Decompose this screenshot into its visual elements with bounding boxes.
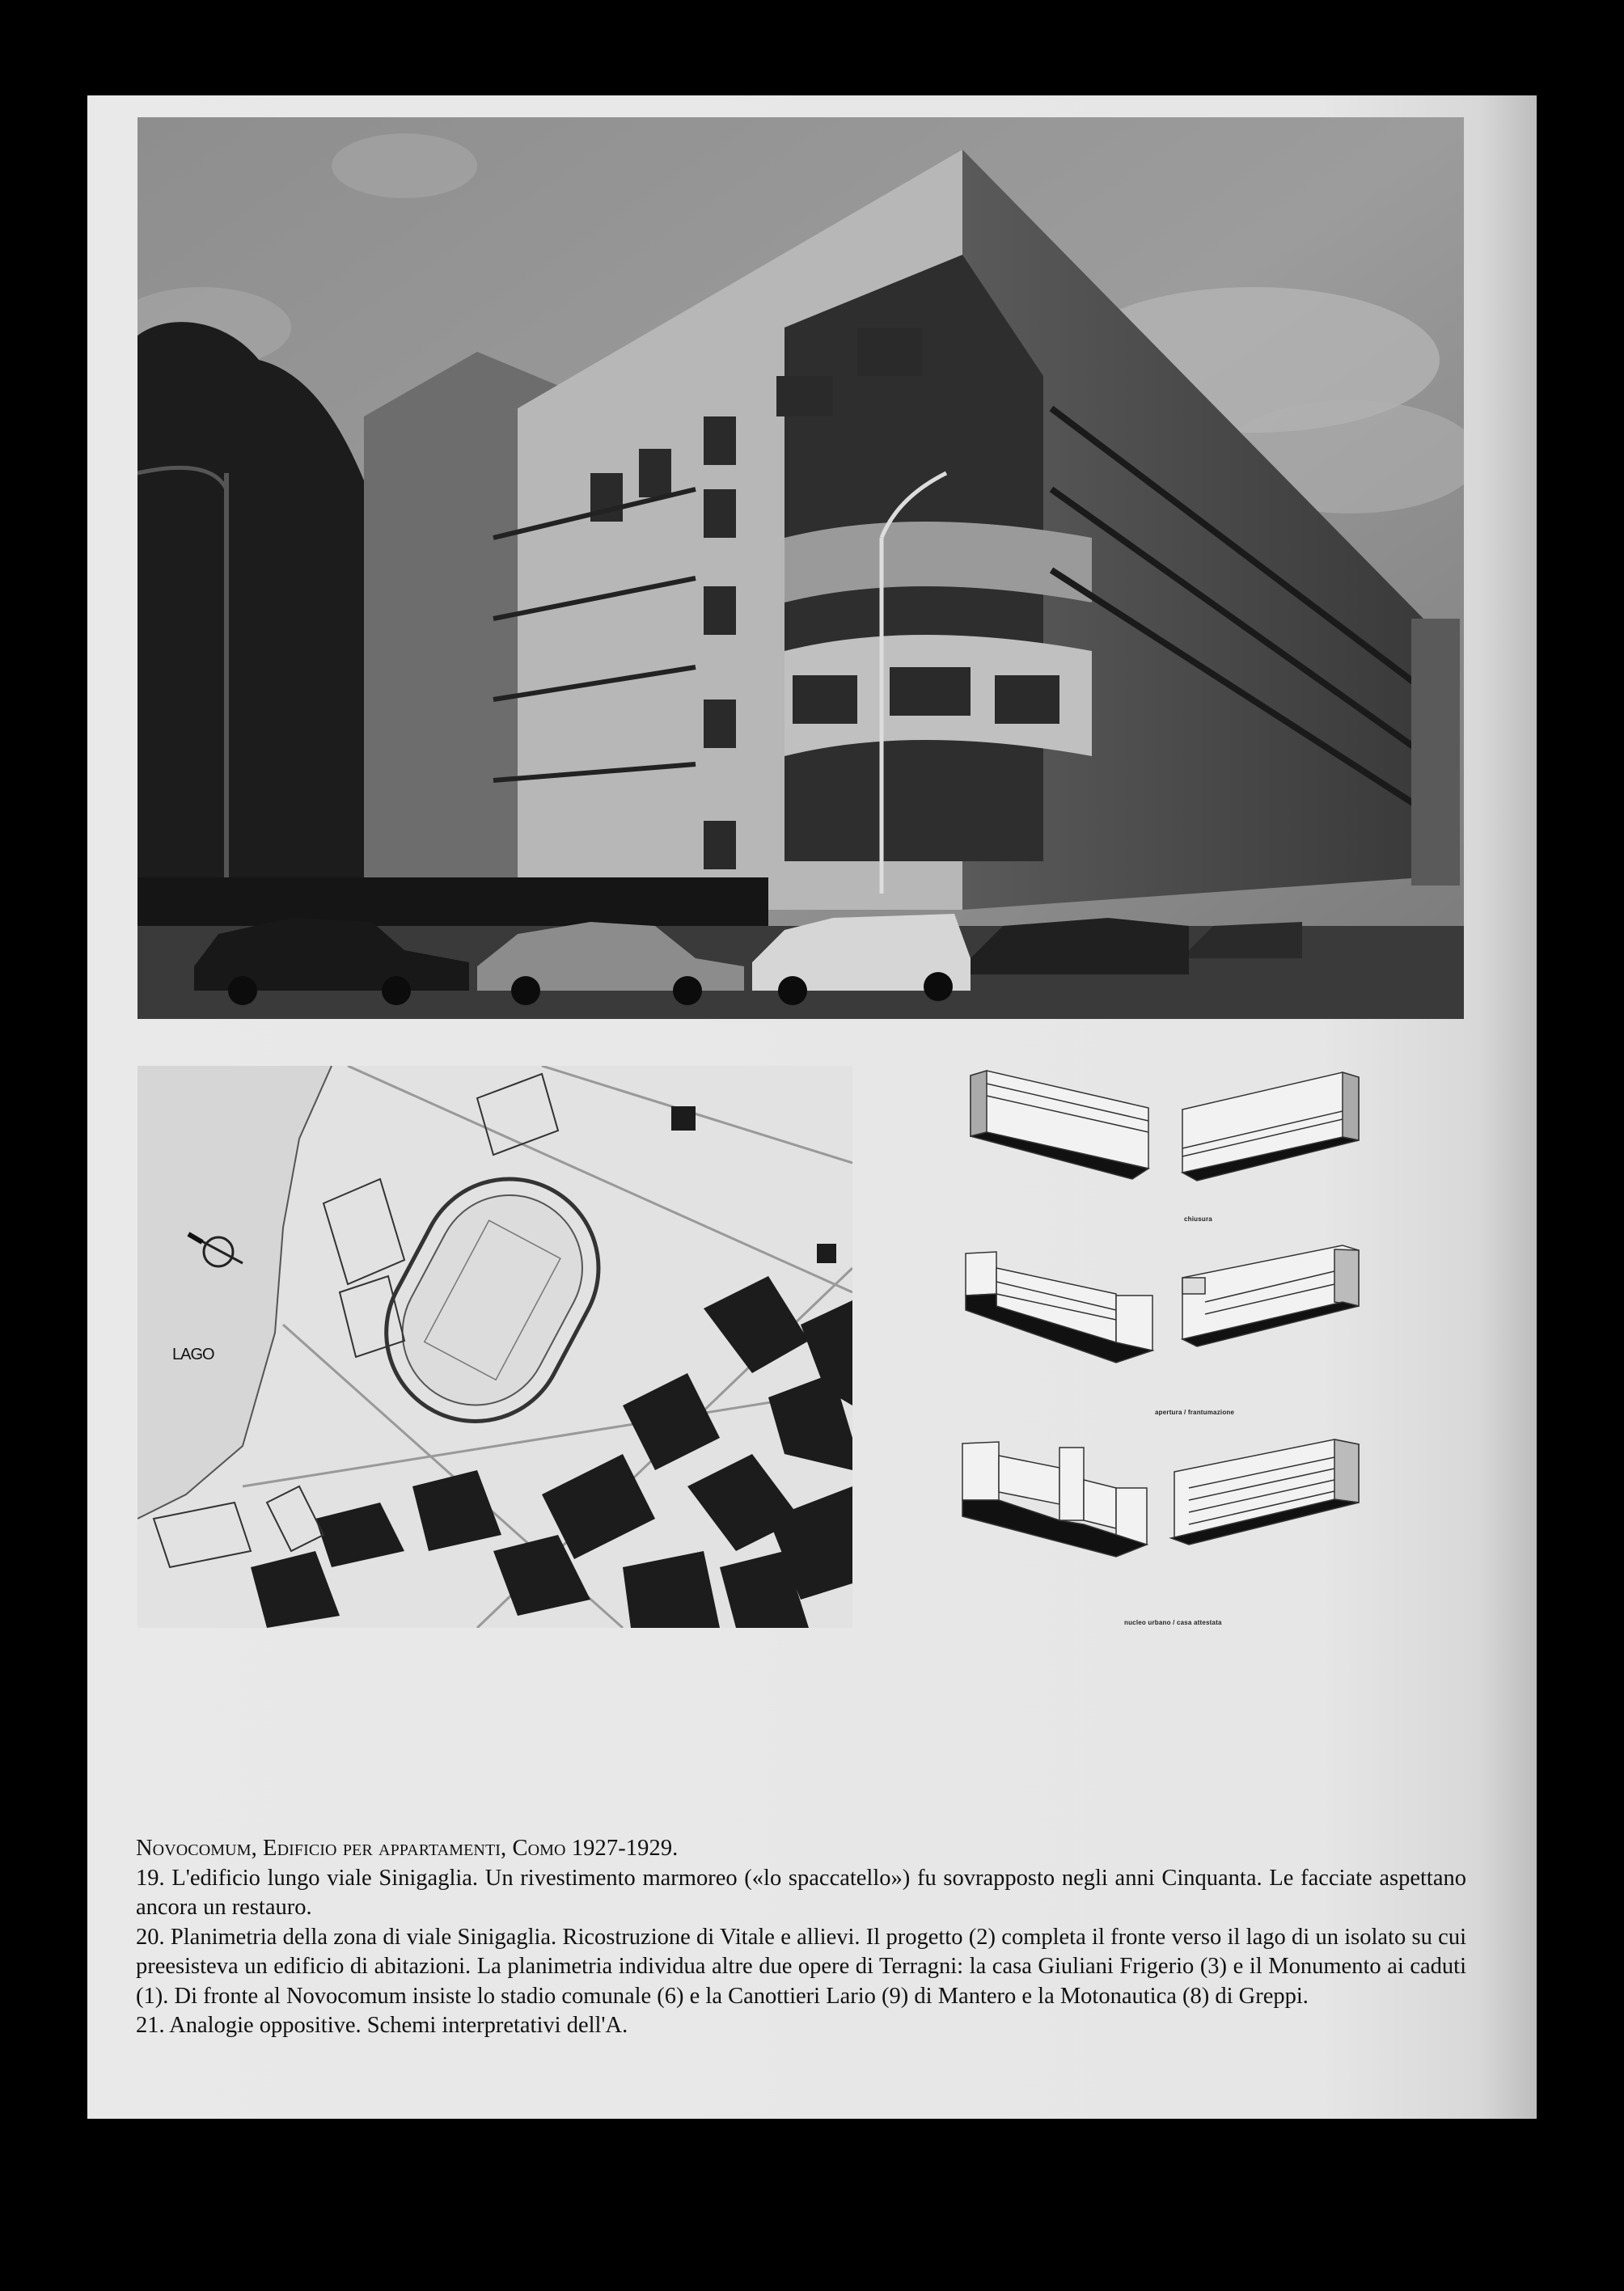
diagram-row-label-1: chiusura [1184, 1215, 1212, 1223]
isometric-schemes-image [954, 1059, 1456, 1642]
map-label-lake: LAGO [172, 1346, 214, 1363]
north-arrow-icon [184, 1228, 249, 1276]
figure-caption [136, 1834, 1466, 2041]
figure-21-isometric-diagrams [954, 1059, 1456, 1642]
diagram-row-label-3: nucleo urbano / casa attestata [1124, 1619, 1222, 1626]
diagram-row-label-2: apertura / frantumazione [1155, 1409, 1235, 1416]
building-photo-image [137, 117, 1464, 1019]
caption-title: Novocomum, Edificio per appartamenti, Como 1927-1929. [136, 1836, 679, 1861]
caption-item-20: 20. Planimetria della zona di viale Sinigaglia. Ricostruzione di Vitale e allievi. Il progetto (2) completa il fronte verso il lago di un isolato su cui preesisteva un edificio di abitazioni. La planimetria individua altre due opere di Terragni: la casa Giuliani Frigerio (3) e il Monumento ai caduti (1). Di fronte al Novocomum insiste lo stadio comunale (6) e la Canottieri Lario (9) di Mantero e la Motonautica (8) di Greppi. [136, 1924, 1466, 2009]
caption-item-19: 19. L'edificio lungo viale Sinigaglia. Un rivestimento marmoreo («lo spaccatello») fu sovrapposto negli anni Cinquanta. Le facciate aspettano ancora un restauro. [136, 1865, 1466, 1920]
caption-item-21: 21. Analogie oppositive. Schemi interpretativi dell'A. [136, 2013, 628, 2038]
site-plan-image [137, 1066, 852, 1628]
figure-19-building-photo [137, 117, 1464, 1019]
figure-20-site-plan-map [137, 1066, 852, 1628]
